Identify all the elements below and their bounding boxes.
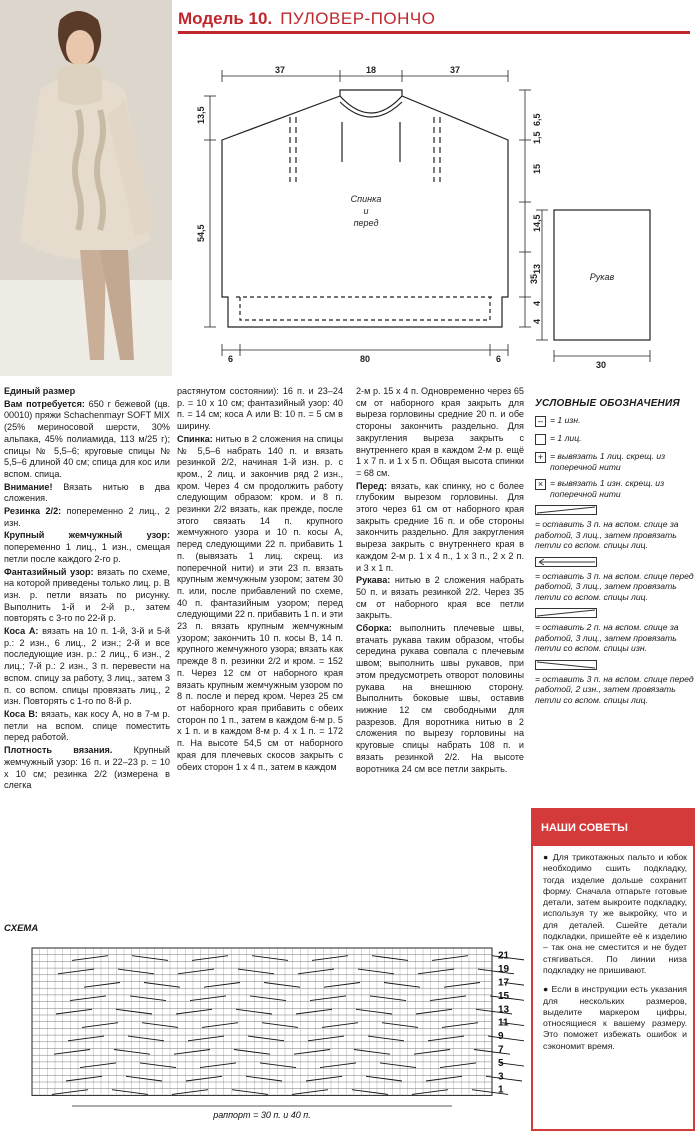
warning-label: Внимание!: [4, 481, 53, 492]
text-column-2: [177, 386, 343, 774]
cable-front-3-2-icon: [535, 660, 597, 670]
materials-label: Вам потребуется:: [4, 398, 85, 409]
dim-right-7: 4: [532, 318, 542, 324]
cable-b-label: Коса В:: [4, 708, 38, 719]
row-number: 17: [498, 977, 510, 989]
cable-back-3-3-icon: [535, 505, 597, 515]
fancy-pattern-label: Фантазийный узор:: [4, 566, 94, 577]
row-number: 11: [498, 1017, 509, 1029]
model-number: Модель 10.: [178, 8, 273, 28]
body-label-3: перед: [353, 218, 379, 228]
legend-item: [535, 451, 695, 472]
row-number: 19: [498, 964, 510, 976]
front-label: Перед:: [356, 480, 388, 491]
rib-label: Резинка 2/2:: [4, 506, 62, 517]
pearl-stitch-label: Крупный жемчужный узор:: [4, 530, 170, 541]
warning-text: Вязать нитью в два сложения.: [4, 481, 170, 504]
dim-right-1: 6,5: [532, 113, 542, 126]
sleeves-text: нитью в 2 сложения набрать 50 п. и вязать резинкой 2/2. Через 35 см от наборного края все петли закрыть.: [356, 575, 524, 621]
legend-text: = вывязать 1 лиц. скрещ. из поперечной нити: [550, 451, 666, 472]
increase-purl-symbol-icon: ×: [535, 479, 546, 490]
cable-back-2-3-icon: [535, 608, 597, 618]
row-number: 21: [498, 950, 510, 962]
legend-item: [535, 660, 695, 706]
materials-text: 650 г бежевой (цв. 00010) пряжи Schachenmayr SOFT MIX (25% мериносовой шерсти, 30% альпака, 45% полиамида, 113 м/25 г); спицы № 5,5–6; круговые спицы № 5,5–6 длиной 40 см; спица для кос или вспом. спица.: [4, 398, 170, 479]
dim-sleeve-height: 35: [529, 273, 539, 284]
back-continued: 2-м р. 15 х 4 п. Одновременно через 65 см от наборного края закрыть для выреза горловины средние 20 п. и обе стороны закончить раздельно. Для закругления выреза закрыть с внутреннего края в каждом 2-м р. ещё 1 х 7 п. и 1 х 5 п. Общая высота спинки = 68 см.: [356, 386, 524, 478]
front-text: вязать, как спинку, но с более глубоким вырезом горловины. Для этого через 61 см от наборного края закрыть средние 16 п. и обе стороны закончить раздельно. Для закругления выреза закрыть с внутреннего края в каждом 2-м р. 1 х 4 п., 1 х 3 п., 2 х 2 п. и 3 х 1 п.: [356, 480, 524, 573]
legend-text: = оставить 3 п. на вспом. спице за работой, 3 лиц., затем провязать петли со вспом. спицы лиц.: [535, 519, 679, 550]
text-column-3: [356, 386, 524, 776]
legend-text: = оставить 3 п. на вспом. спице перед работой, 3 лиц., затем провязать петли со вспом. спицы лиц.: [535, 570, 694, 602]
dim-right-4: 14,5: [532, 214, 542, 232]
sleeves-label: Рукава:: [356, 575, 391, 586]
tips-box: [531, 808, 695, 1131]
dim-left-top: 13,5: [196, 106, 206, 124]
knit-symbol-icon: [535, 434, 546, 445]
cable-a-text: вязать на 10 п. 1-й, 3-й и 5-й р.: 2 изн., 6 лиц., 2 изн.; 2-й и все последующие изн. р.: 2 лиц., 6 изн., 2 лиц.; 7-й р.: 2 изн., 3 п. перевести на вспом. спицу за работу, 3 лиц., затем 3 п. со вспом. спицы провязать лиц., 2 изн. Повторять с 1-го по 8-й р.: [4, 626, 170, 707]
assembly-text: выполнить плечевые швы, втачать рукава таким образом, чтобы середина рукава совпала с плечевым швом; выполнить швы рукавов, при этом предусмотреть отворот половины рукава на внешнюю сторону. Выполнить боковые швы, оставив нижние 12 см свободными для разрезов. Для воротника нитью в 2 сложения по вырезу горловины на круговые спицы набрать 108 п. и вязать резинкой 2/2. На высоте воротника 24 см все петли закрыть.: [356, 623, 524, 774]
dim-right-3: 15: [532, 163, 542, 174]
gauge-text: Крупный жемчужный узор: 16 п. и 22–23 р. = 10 х 10 см; резинка 2/2 (измерена в слегка: [4, 745, 171, 791]
fancy-pattern-text: вязать по схеме, на которой приведены только лиц. р. В изн. р. петли вязать по рисунку. Выполнить 1-й и 2-й р., затем повторять с 3-го по 22-й р.: [4, 566, 170, 624]
bullet-icon: ●: [543, 852, 553, 862]
legend-text: = 1 изн.: [550, 415, 581, 425]
sleeve-label: Рукав: [589, 272, 615, 282]
legend-text: = оставить 3 п. на вспом. спице перед работой, 2 изн., затем провязать петли со вспом. спицы лиц.: [535, 673, 694, 705]
schema-title: СХЕМА: [4, 923, 39, 934]
dim-right-2: 1,5: [532, 131, 542, 144]
dim-left-main: 54,5: [196, 224, 206, 242]
legend-item: [535, 608, 695, 654]
row-number: 7: [498, 1044, 504, 1056]
chart-grid: [32, 948, 492, 1095]
row-number: 1: [498, 1084, 504, 1096]
dim-top-right: 37: [450, 65, 461, 75]
legend: [535, 398, 695, 711]
body-label-1: Спинка: [350, 194, 382, 204]
back-text: нитью в 2 сложения на спицы № 5,5–6 набрать 140 п. и вязать резинкой 2/2, начиная 1-й изн. р. с кром., 2 лиц. и закончив ряд 2 изн., кром. Через 4 см продолжить работу следующим образом: кром. и 8 п. резинки 2/2 вязать, как прежде, после этого связать 14 п. крупного жемчужного узора и 10 п. косы А, перед следующими 22 п. прибавить 1 п. (вывязать 1 лиц. скрещ. из поперечной нити) и эти 23 п. вязать крупным жемчужным узором; затем 30 п. или, после прибавлений по схеме, 40 п. фантазийным узором; перед следующими 22 п. прибавить 1 п. и эти 23 п. вязать крупным жемчужным узором; закончить 10 п. косы В, 14 п. крупного жемчужного узора; вязать как прежде 8 п. резинки 2/2 и кром. = 152 п. Через 12 см от наборного края вязать крупным жемчужным узором по 8 п. после и перед кром. Через 25 см от наборного края прибавить с обеих сторон по 1 п., затем в каждом 6-м р. 5 х 1 п. и в каждом 8-м р. 4 х 1 п. = 172 п. На высоте 54,5 см от наборного края для плечевых скосов закрыть с обеих сторон 1 х 4 п., затем в каждом: [177, 433, 343, 772]
rapport-label: раппорт = 30 п. и 40 п.: [213, 1110, 311, 1120]
title-bar: [178, 6, 690, 34]
pattern-diagram: [190, 62, 695, 372]
back-label: Спинка:: [177, 433, 213, 444]
knitting-chart: [4, 936, 524, 1126]
gauge-continued: растянутом состоянии): 16 п. и 23–24 р. = 10 х 10 см; фантазийный узор: 40 п. = 14 см; коса А или В: 10 п. = 5 см в ширину.: [177, 386, 343, 432]
bullet-icon: ●: [543, 984, 552, 995]
model-name: ПУЛОВЕР-ПОНЧО: [280, 8, 436, 28]
legend-item: [535, 433, 695, 445]
dim-top-middle: 18: [366, 65, 377, 75]
legend-item: [535, 505, 695, 551]
row-number: 5: [498, 1057, 504, 1069]
text-column-1: [4, 386, 170, 793]
rib-text: попеременно 2 лиц., 2 изн.: [4, 506, 170, 528]
gauge-label: Плотность вязания.: [4, 745, 113, 756]
tips-title: НАШИ СОВЕТЫ: [533, 810, 693, 846]
dim-bottom-main: 80: [360, 354, 371, 364]
body-label-2: и: [363, 206, 369, 216]
tips-body: [533, 846, 693, 1052]
size-label: Единый размер: [4, 386, 76, 396]
dim-right-6: 4: [532, 300, 542, 306]
increase-knit-symbol-icon: +: [535, 452, 546, 463]
legend-text: = оставить 2 п. на вспом. спице за работой, 3 лиц., затем провязать петли со вспом. спицы изн.: [535, 622, 679, 653]
legend-item: [535, 478, 695, 499]
row-number: 15: [498, 990, 510, 1002]
legend-item: [535, 415, 695, 427]
row-number: 9: [498, 1031, 504, 1043]
cable-front-3-3-icon: [535, 557, 597, 567]
assembly-label: Сборка:: [356, 623, 392, 634]
dim-bottom-right: 6: [496, 354, 502, 364]
tip-2: Если в инструкции есть указания для нескольких размеров, выделите маркером цифры, относящиеся к вашему размеру. Это поможет избежать ошибок и сэкономит время.: [543, 984, 687, 1051]
pearl-stitch-text: попеременно 1 лиц., 1 изн., смещая петли после каждого 2-го р.: [4, 542, 170, 564]
dim-right-5: 13: [532, 263, 542, 274]
model-photo: [0, 0, 172, 376]
legend-item: [535, 557, 695, 603]
row-number: 3: [498, 1071, 504, 1083]
purl-symbol-icon: –: [535, 416, 546, 427]
row-number: 13: [498, 1004, 510, 1016]
cable-a-label: Коса А:: [4, 626, 39, 637]
legend-text: = 1 лиц.: [550, 433, 582, 443]
legend-title: УСЛОВНЫЕ ОБОЗНАЧЕНИЯ: [535, 398, 680, 409]
legend-text: = вывязать 1 изн. скрещ. из поперечной нити: [550, 478, 665, 499]
cable-b-text: вязать, как косу А, но в 7-м р. петли на вспом. спице поместить перед работой.: [4, 708, 170, 743]
dim-top-left: 37: [275, 65, 286, 75]
dim-bottom-left: 6: [228, 354, 234, 364]
tip-1: Для трикотажных пальто и юбок необходимо сшить подкладку, тогда изделие дольше сохранит форму. Сначала отпарьте готовые детали, затем выкроите подкладку, используя ту же выкройку, что и для деталей. Сшейте детали подкладки, пришейте её к изделию – так она не сместится и не будет стягиваться. По линии низа подкладку не пришивают.: [543, 852, 687, 975]
dim-sleeve-width: 30: [596, 360, 607, 370]
